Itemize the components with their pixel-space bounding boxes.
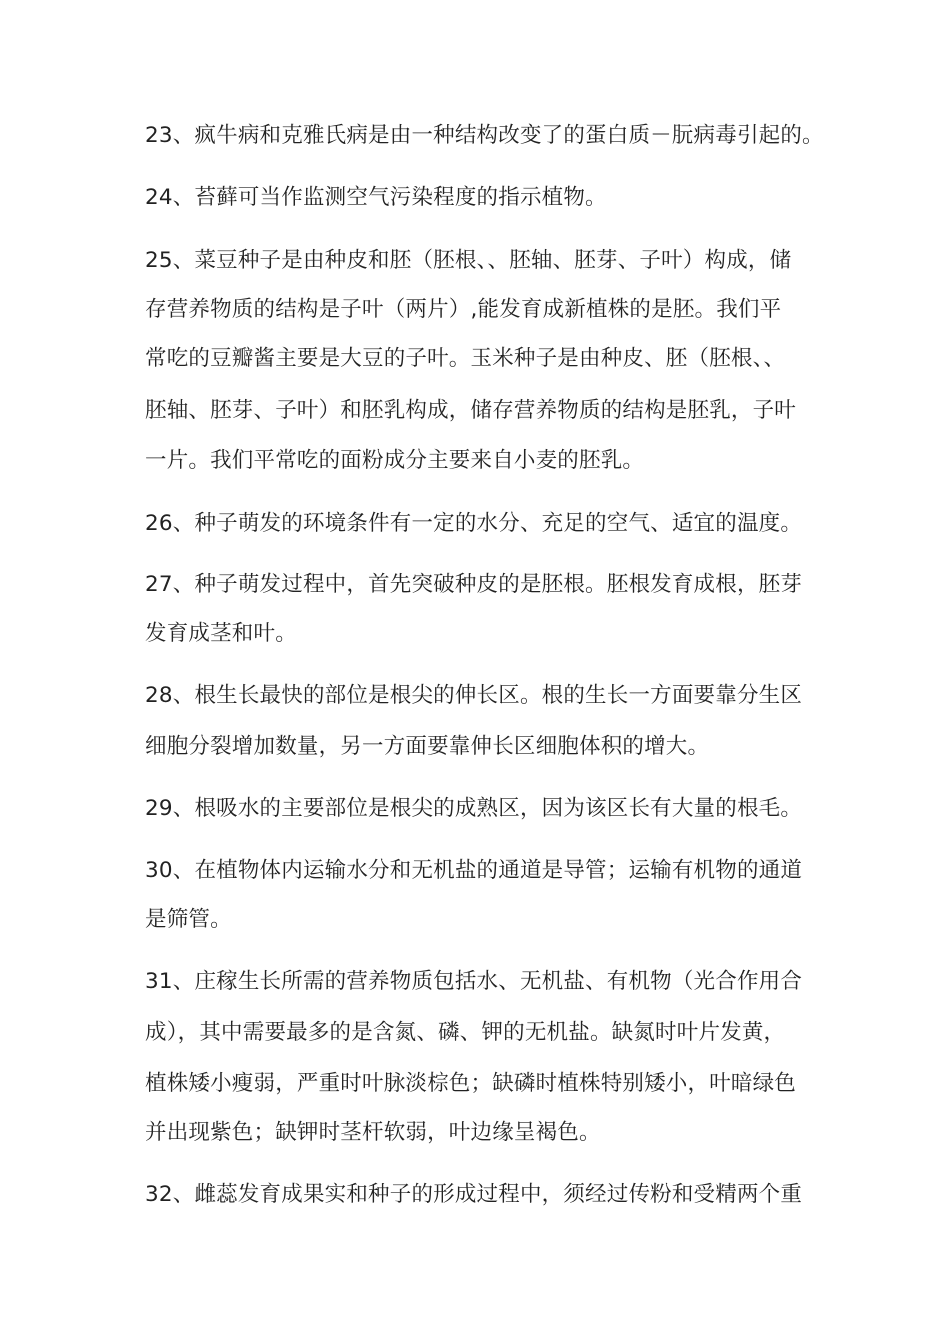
text-line: 30、在植物体内运输水分和无机盐的通道是导管；运输有机物的通道 xyxy=(145,858,803,883)
text-line: 成），其中需要最多的是含氮、磷、钾的无机盐。缺氮时叶片发黄， xyxy=(145,1020,786,1045)
text-line: 存营养物质的结构是子叶（两片）,能发育成新植株的是胚。我们平 xyxy=(145,297,782,322)
text-line: 25、菜豆种子是由种皮和胚（胚根、、胚轴、胚芽、子叶）构成，储 xyxy=(145,248,792,273)
text-line: 常吃的豆瓣酱主要是大豆的子叶。玉米种子是由种皮、胚（胚根、、 xyxy=(145,346,786,371)
text-line: 胚轴、胚芽、子叶）和胚乳构成，储存营养物质的结构是胚乳，子叶 xyxy=(145,398,797,423)
text-line: 29、根吸水的主要部位是根尖的成熟区，因为该区长有大量的根毛。 xyxy=(145,796,803,821)
text-line: 28、根生长最快的部位是根尖的伸长区。根的生长一方面要靠分生区 xyxy=(145,683,803,708)
text-line: 一片。我们平常吃的面粉成分主要来自小麦的胚乳。 xyxy=(145,448,645,473)
text-line: 27、种子萌发过程中，首先突破种皮的是胚根。胚根发育成根，胚芽 xyxy=(145,572,803,597)
text-line: 植株矮小瘦弱，严重时叶脉淡棕色；缺磷时植株特别矮小，叶暗绿色 xyxy=(145,1071,797,1096)
text-line: 32、雌蕊发育成果实和种子的形成过程中，须经过传粉和受精两个重 xyxy=(145,1182,803,1207)
text-line: 并出现紫色；缺钾时茎杆软弱，叶边缘呈褐色。 xyxy=(145,1120,601,1145)
text-line: 23、疯牛病和克雅氏病是由一种结构改变了的蛋白质－朊病毒引起的。 xyxy=(145,123,824,148)
text-line: 是筛管。 xyxy=(145,907,232,932)
text-line: 26、种子萌发的环境条件有一定的水分、充足的空气、适宜的温度。 xyxy=(145,511,803,536)
text-line: 发育成茎和叶。 xyxy=(145,621,297,646)
text-line: 31、庄稼生长所需的营养物质包括水、无机盐、有机物（光合作用合 xyxy=(145,969,803,994)
text-line: 细胞分裂增加数量，另一方面要靠伸长区细胞体积的增大。 xyxy=(145,734,710,759)
text-line: 24、苔藓可当作监测空气污染程度的指示植物。 xyxy=(145,185,607,210)
